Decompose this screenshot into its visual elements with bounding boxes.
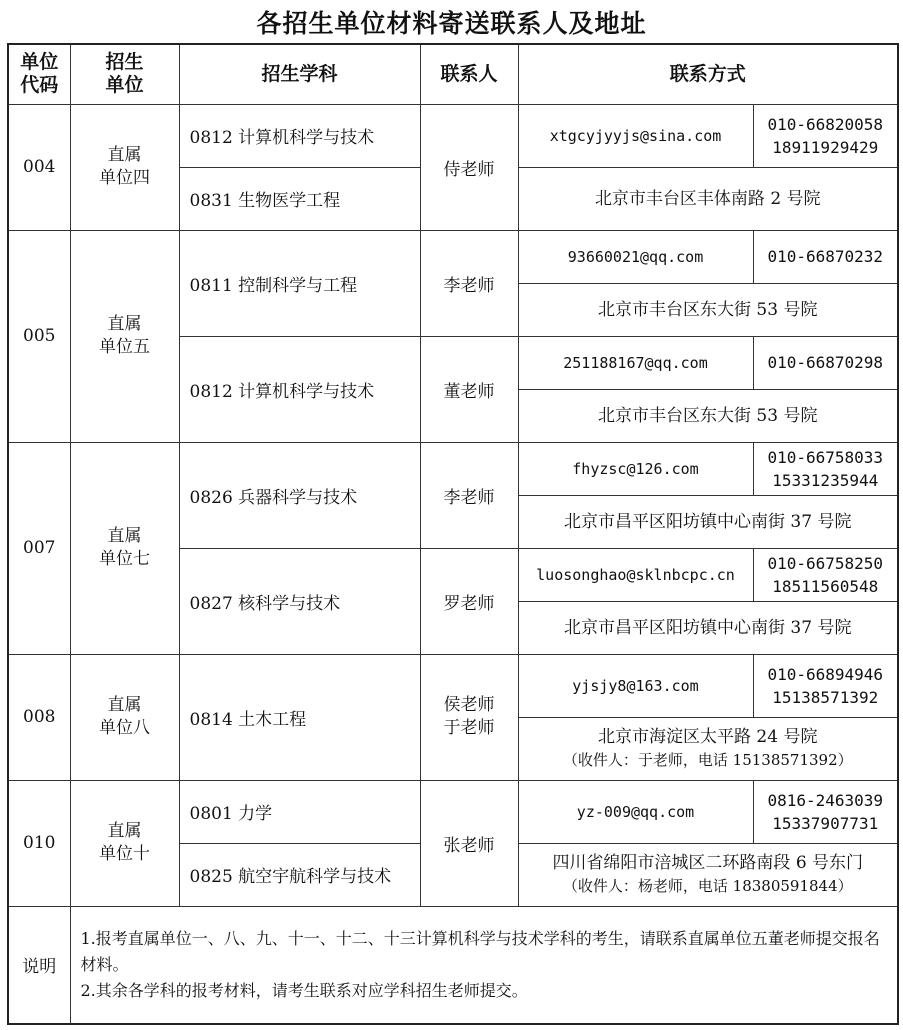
email-cell: yjsjy8@163.com: [518, 654, 753, 717]
phone-line2: 18911929429: [772, 137, 879, 157]
unit-name-line2: 单位五: [99, 337, 150, 357]
phone-line1: 0816-2463039: [767, 790, 884, 810]
notes-row: [8, 906, 898, 1024]
unit-name-line1: 直属: [107, 145, 142, 165]
unit-name: [70, 230, 179, 442]
note-item-1: 1.报考直属单位一、八、九、十一、十二、十三计算机科学与技术学科的考生，请联系直属单位五董老师提交报名材料。: [80, 928, 880, 974]
header-unit-code-line2: 代码: [20, 74, 59, 97]
email-cell: fhyzsc@126.com: [518, 442, 753, 495]
major-cell: 0814 土木工程: [179, 654, 420, 780]
header-contact-method: 联系方式: [518, 44, 898, 104]
unit-name: [70, 654, 179, 780]
phone-line2: 15138571392: [772, 687, 879, 707]
address-cell: [518, 717, 898, 780]
unit-name: [70, 442, 179, 654]
unit-name: [70, 104, 179, 230]
phone-line1: 010-66894946: [767, 664, 884, 684]
phone-cell: 010-66870232: [753, 230, 898, 283]
unit-name-line1: 直属: [107, 314, 142, 334]
notes-content: [70, 906, 898, 1024]
contact-table: [7, 43, 899, 1025]
phone-cell: 010-66870298: [753, 336, 898, 389]
header-unit-name: [70, 44, 179, 104]
header-row: [8, 44, 898, 104]
header-major: 招生学科: [179, 44, 420, 104]
phone-cell: [753, 442, 898, 495]
address-cell: 北京市昌平区阳坊镇中心南街 37 号院: [518, 495, 898, 548]
major-cell: 0801 力学: [179, 780, 420, 843]
header-unit-name-line1: 招生: [105, 51, 144, 74]
header-unit-code-line1: 单位: [20, 51, 59, 74]
unit-name-line2: 单位七: [99, 549, 150, 569]
contact-person: 张老师: [420, 780, 518, 906]
phone-cell: [753, 780, 898, 843]
address-recipient-note: （收件人：于老师，电话 15138571392）: [562, 751, 853, 769]
address-line: 北京市海淀区太平路 24 号院: [598, 727, 818, 747]
contact-person: 李老师: [420, 230, 518, 336]
contact-person: 罗老师: [420, 548, 518, 654]
address-cell: 北京市昌平区阳坊镇中心南街 37 号院: [518, 601, 898, 654]
unit-code: 010: [8, 780, 70, 906]
table-row: [8, 104, 898, 167]
unit-name: [70, 780, 179, 906]
address-recipient-note: （收件人：杨老师，电话 18380591844）: [562, 877, 853, 895]
unit-code: 005: [8, 230, 70, 442]
contact-person-line2: 于老师: [443, 718, 495, 738]
address-cell: 北京市丰台区丰体南路 2 号院: [518, 167, 898, 230]
header-contact: 联系人: [420, 44, 518, 104]
contact-person: 侍老师: [420, 104, 518, 230]
unit-name-line1: 直属: [107, 526, 142, 546]
unit-name-line2: 单位四: [99, 168, 150, 188]
phone-line2: 15331235944: [772, 470, 879, 490]
unit-name-line2: 单位十: [99, 844, 150, 864]
major-cell: 0831 生物医学工程: [179, 167, 420, 230]
major-cell: 0825 航空宇航科学与技术: [179, 843, 420, 906]
address-cell: 北京市丰台区东大街 53 号院: [518, 283, 898, 336]
email-cell: 251188167@qq.com: [518, 336, 753, 389]
phone-line1: 010-66758250: [767, 553, 884, 573]
contact-person-line1: 侯老师: [443, 695, 495, 715]
phone-cell: [753, 654, 898, 717]
table-row: [8, 654, 898, 717]
phone-line2: 15337907731: [772, 813, 879, 833]
contact-person: [420, 654, 518, 780]
header-unit-name-line2: 单位: [105, 74, 144, 97]
contact-person: 董老师: [420, 336, 518, 442]
major-cell: 0812 计算机科学与技术: [179, 104, 420, 167]
table-row: [8, 780, 898, 843]
address-cell: [518, 843, 898, 906]
unit-code: 007: [8, 442, 70, 654]
major-cell: 0812 计算机科学与技术: [179, 336, 420, 442]
major-cell: 0826 兵器科学与技术: [179, 442, 420, 548]
address-line: 四川省绵阳市涪城区二环路南段 6 号东门: [552, 853, 864, 873]
table-row: [8, 230, 898, 283]
notes-label: 说明: [8, 906, 70, 1024]
phone-line2: 18511560548: [772, 576, 879, 596]
email-cell: 93660021@qq.com: [518, 230, 753, 283]
email-cell: luosonghao@sklnbcpc.cn: [518, 548, 753, 601]
unit-name-line2: 单位八: [99, 718, 150, 738]
unit-name-line1: 直属: [107, 821, 142, 841]
unit-code: 004: [8, 104, 70, 230]
address-cell: 北京市丰台区东大街 53 号院: [518, 389, 898, 442]
table-row: [8, 442, 898, 495]
phone-line1: 010-66758033: [767, 447, 884, 467]
note-item-2: 2.其余各学科的报考材料，请考生联系对应学科招生老师提交。: [80, 980, 528, 1000]
phone-line1: 010-66820058: [767, 114, 884, 134]
page-title: 各招生单位材料寄送联系人及地址: [256, 9, 647, 38]
phone-cell: [753, 104, 898, 167]
unit-code: 008: [8, 654, 70, 780]
email-cell: xtgcyjyyjs@sina.com: [518, 104, 753, 167]
header-unit-code: [8, 44, 70, 104]
major-cell: 0811 控制科学与工程: [179, 230, 420, 336]
phone-cell: [753, 548, 898, 601]
contact-person: 李老师: [420, 442, 518, 548]
major-cell: 0827 核科学与技术: [179, 548, 420, 654]
unit-name-line1: 直属: [107, 695, 142, 715]
email-cell: yz-009@qq.com: [518, 780, 753, 843]
